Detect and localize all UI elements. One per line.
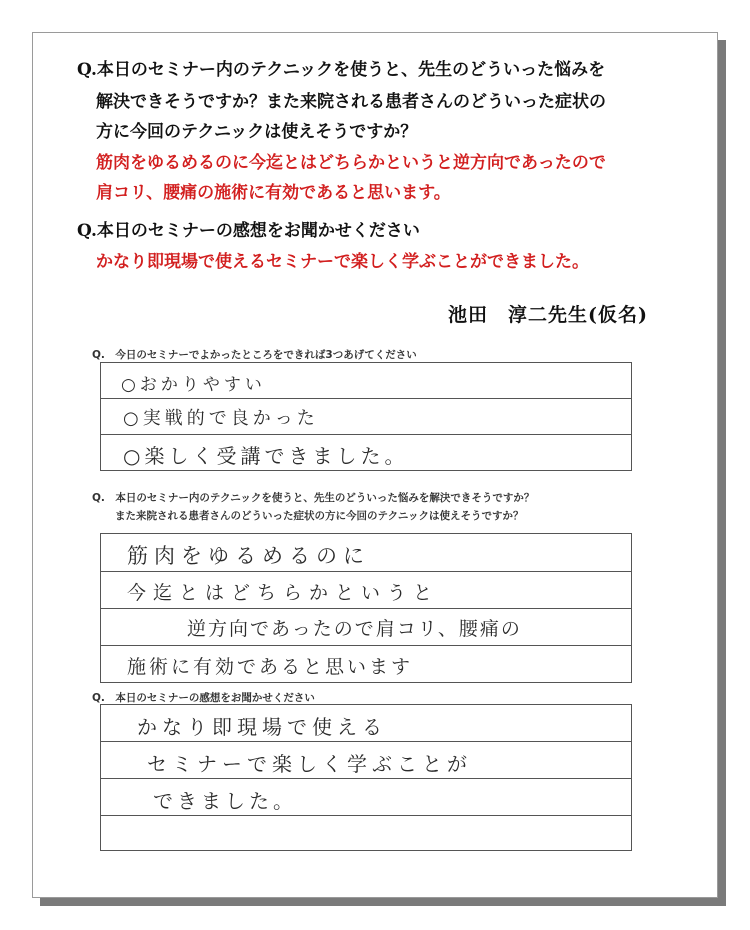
rule-line (101, 741, 631, 742)
handwriting-line: 筋肉をゆるめるのに (127, 544, 370, 568)
signature-name: 池田 淳二先生(仮名) (448, 304, 648, 326)
form-q3-label: Q. 本日のセミナーの感想をお聞かせください (92, 692, 315, 704)
rule-line (101, 608, 631, 609)
typed-q1-line-2: 解決できそうですか？また来院される患者さんのどういった症状の (96, 92, 606, 112)
form-q2-label-line-2: また来院される患者さんのどういった症状の方に今回のテクニックは使えそうですか？ (115, 510, 524, 522)
handwriting-line: かなり即現場で使える (137, 715, 387, 739)
form-q1-answer-box (100, 362, 632, 471)
typed-q1-answer-2: 肩コリ、腰痛の施術に有効であると思います。 (96, 183, 451, 203)
typed-q1-line-1: Q.本日のセミナー内のテクニックを使うと、先生のどういった悩みを (77, 60, 606, 80)
rule-line (101, 815, 631, 816)
handwriting-line: ○実戦的で良かった (123, 408, 319, 429)
handwriting-line: 今迄とはどちらかというと (127, 582, 440, 604)
handwriting-line: 施術に有効であると思います (127, 656, 414, 678)
typed-q1-line-3: 方に今回のテクニックは使えそうですか？ (96, 122, 418, 142)
handwriting-line: ○おかりやすい (121, 375, 266, 395)
rule-line (101, 398, 631, 399)
rule-line (101, 571, 631, 572)
form-q3-answer-box (100, 704, 632, 851)
form-q2-label-line-1: Q. 本日のセミナー内のテクニックを使うと、先生のどういった悩みを解決できそうですか？ (92, 492, 535, 504)
rule-line (101, 778, 631, 779)
handwriting-line: セミナーで楽しく学ぶことが (147, 752, 472, 776)
form-q2-answer-box (100, 533, 632, 683)
handwriting-line: できました。 (153, 789, 297, 813)
form-q1-label: Q. 今日のセミナーでよかったところをできれば3つあげてください (92, 349, 417, 361)
typed-q2-line: Q.本日のセミナーの感想をお聞かせください (77, 221, 420, 241)
handwriting-line: 逆方向であったので肩コリ、腰痛の (187, 618, 522, 640)
handwriting-line: ○楽しく受講できました。 (123, 444, 409, 468)
rule-line (101, 434, 631, 435)
typed-q1-answer-1: 筋肉をゆるめるのに今迄とはどちらかというと逆方向であったので (96, 153, 606, 173)
typed-q2-answer: かなり即現場で使えるセミナーで楽しく学ぶことができました。 (96, 252, 589, 272)
rule-line (101, 645, 631, 646)
